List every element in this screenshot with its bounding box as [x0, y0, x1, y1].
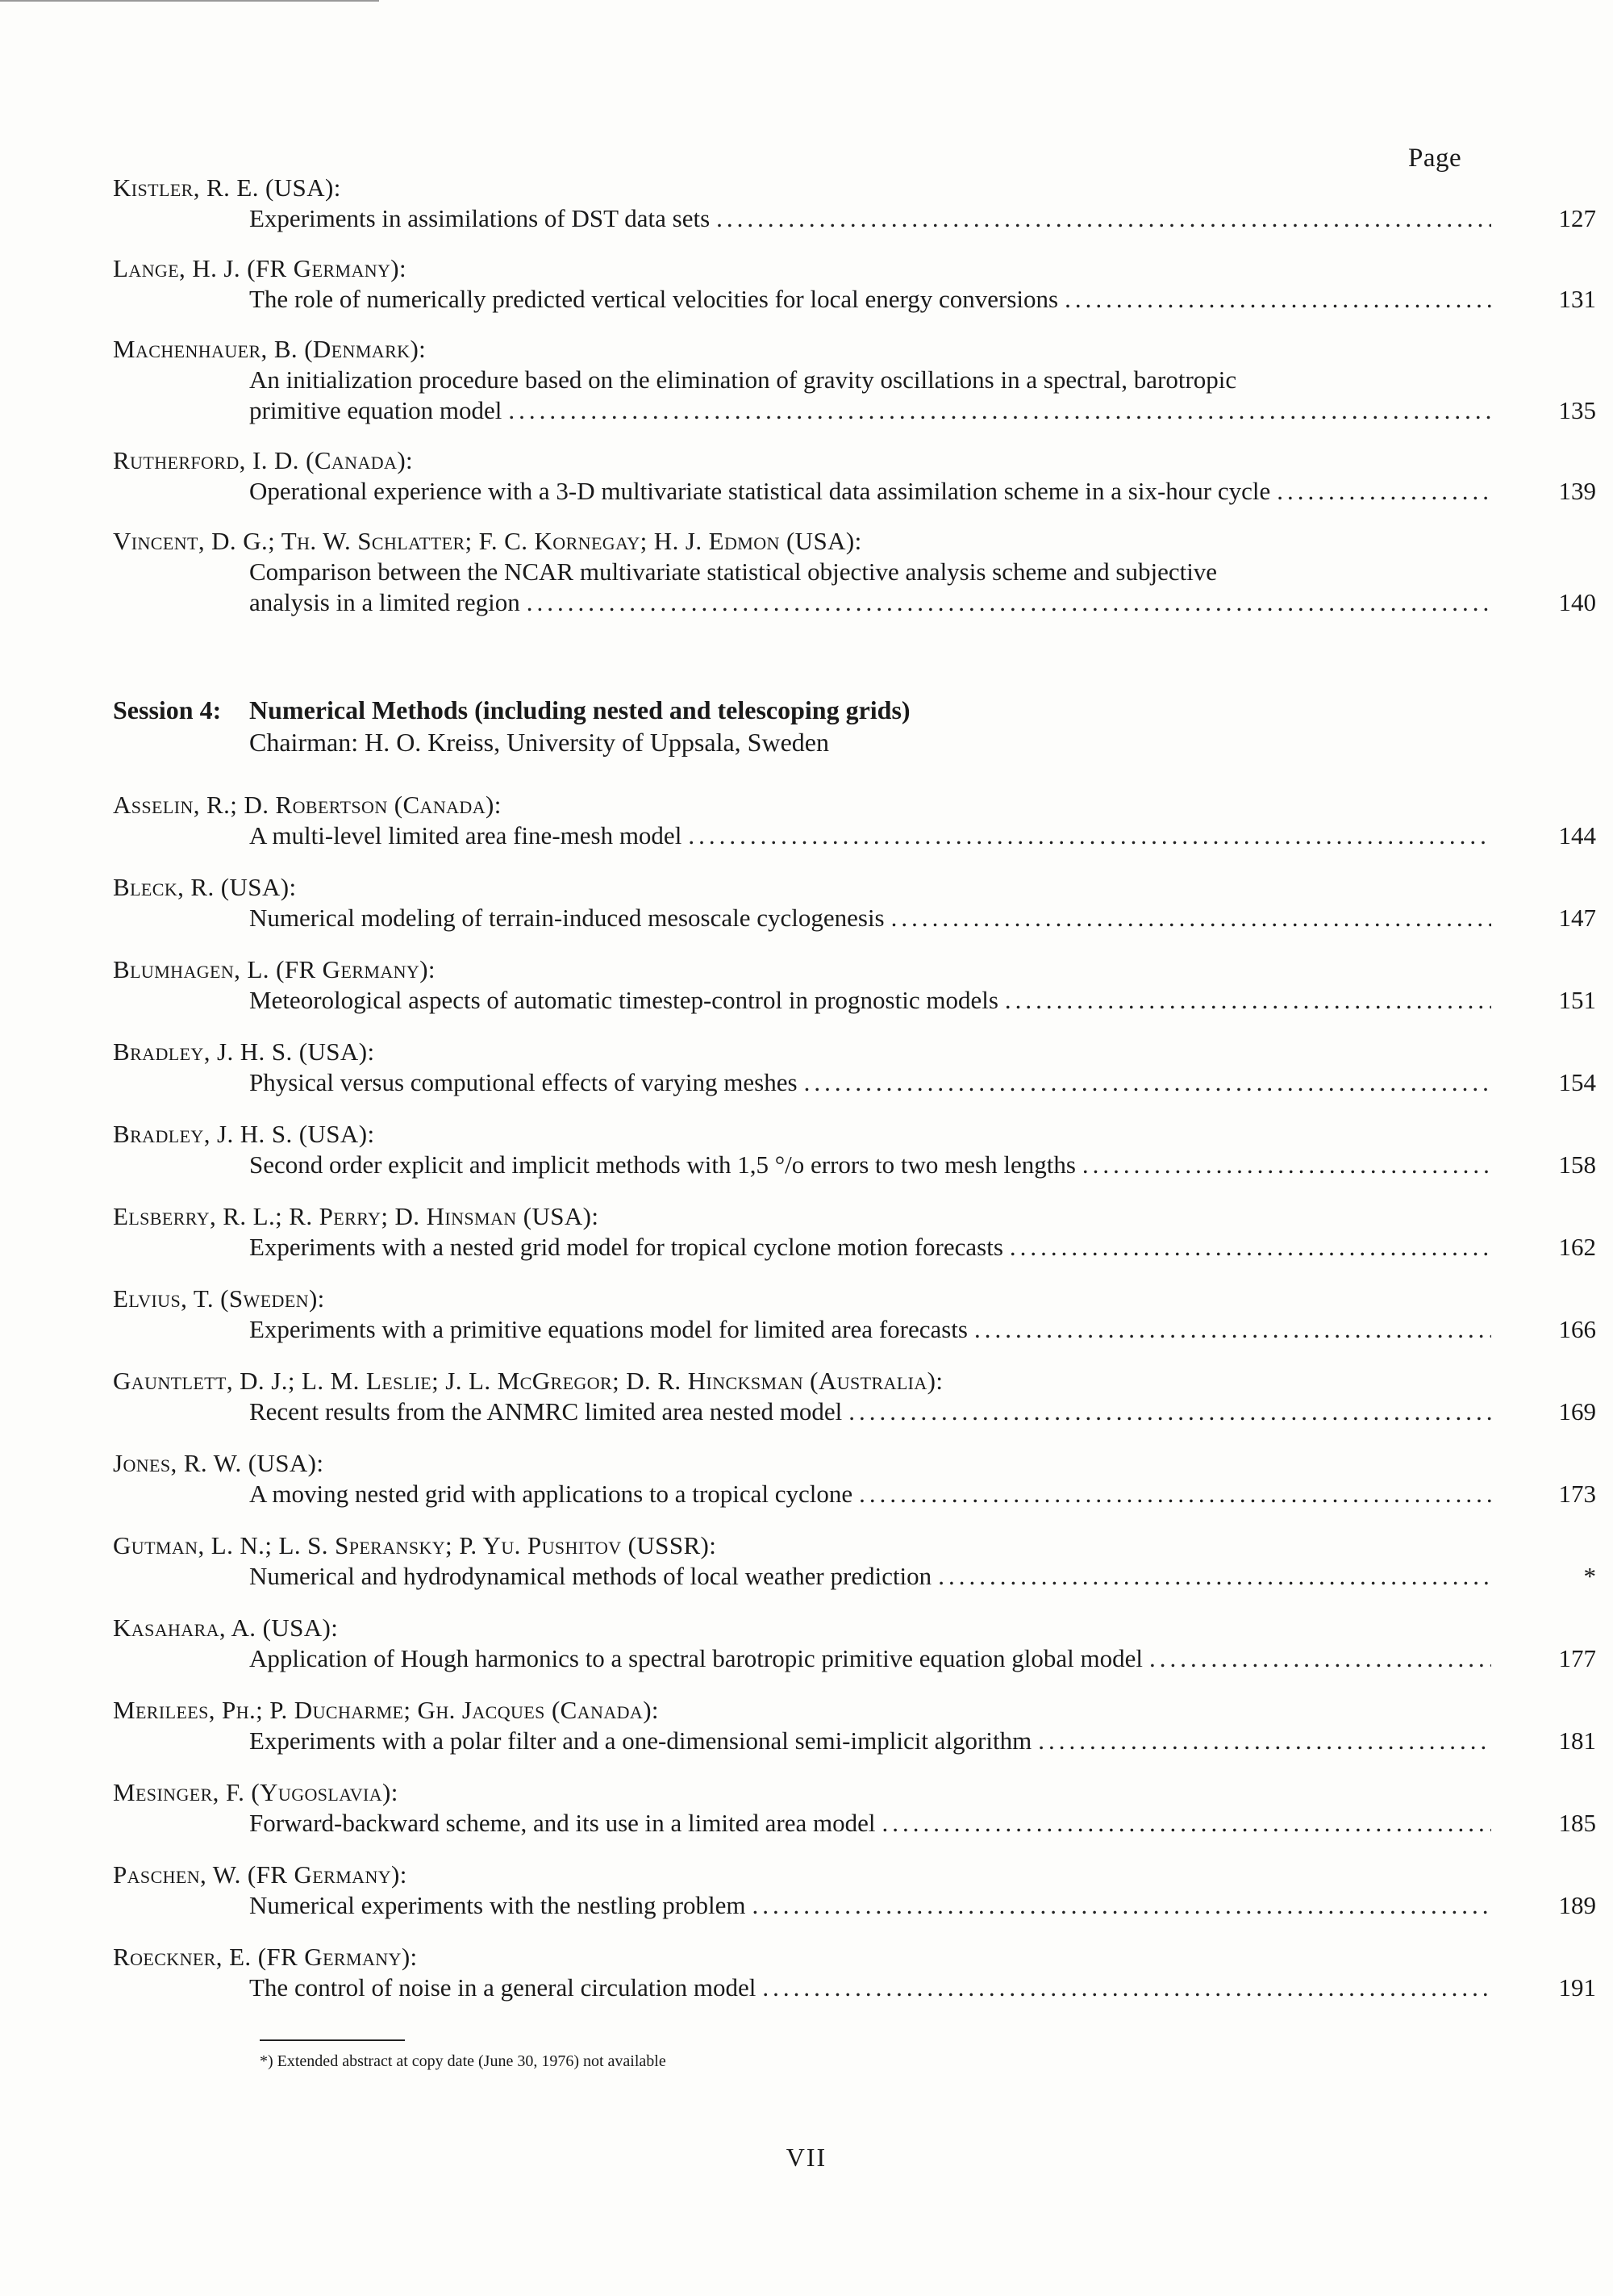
entry-page-number: 181: [1558, 1726, 1596, 1755]
entry-author: Rutherford, I. D. (Canada):: [113, 446, 414, 474]
entry-title-row: [249, 1150, 1596, 1180]
entry-author: Roeckner, E. (FR Germany):: [113, 1943, 418, 1971]
entry-title-row: [249, 1396, 1596, 1427]
entries-session: [113, 790, 1596, 2024]
toc-entry: [113, 1613, 1596, 1674]
dot-leader: [974, 1314, 1491, 1345]
entry-author: Vincent, D. G.; Th. W. Schlatter; F. C. Kornegay; H. J. Edmon (USA):: [113, 527, 862, 555]
entry-page-number: 166: [1558, 1315, 1596, 1343]
dot-leader: [762, 1972, 1491, 2003]
toc-entry: [113, 790, 1596, 851]
session-title: Numerical Methods (including nested and telescoping grids): [249, 695, 911, 724]
entry-page-number: 162: [1558, 1233, 1596, 1261]
dot-leader: [1038, 1726, 1491, 1756]
dot-leader: [891, 903, 1491, 933]
entry-title-row: [249, 1726, 1596, 1756]
entry-title-line: Experiments with a nested grid model for tropical cyclone motion forecasts: [249, 1233, 1003, 1261]
entry-author: Kasahara, A. (USA):: [113, 1613, 339, 1642]
entry-title-row: [249, 985, 1596, 1016]
toc-entry: [113, 1284, 1596, 1345]
toc-entry: [113, 1942, 1596, 2003]
entry-title-line: Comparison between the NCAR multivariate statistical objective analysis scheme and subjective: [249, 557, 1218, 586]
entry-author: Gutman, L. N.; L. S. Speransky; P. Yu. Pushitov (USSR):: [113, 1531, 717, 1559]
dot-leader: [1065, 284, 1491, 315]
entry-author: Jones, R. W. (USA):: [113, 1449, 324, 1477]
dot-leader: [859, 1479, 1491, 1509]
entry-title-row: [249, 1972, 1596, 2003]
entry-title-row: [249, 1067, 1596, 1098]
entry-title-line: An initialization procedure based on the elimination of gravity oscillations in a spectral, barotropic: [249, 365, 1237, 394]
dot-leader: [938, 1561, 1491, 1592]
entry-author: Mesinger, F. (Yugoslavia):: [113, 1778, 398, 1806]
entry-title-row: [249, 1890, 1596, 1921]
entry-title-line: The role of numerically predicted vertical velocities for local energy conversions: [249, 285, 1059, 313]
entries-top: [113, 173, 1596, 637]
entry-title-row: [249, 1643, 1596, 1674]
entry-title-row: [249, 1232, 1596, 1263]
entry-title-line: Second order explicit and implicit methods with 1,5 °/o errors to two mesh lengths: [249, 1150, 1076, 1179]
dot-leader: [508, 395, 1491, 426]
entry-page-number: 135: [1558, 396, 1596, 424]
entry-title-line: Experiments with a polar filter and a one-dimensional semi-implicit algorithm: [249, 1726, 1032, 1755]
entry-title-line: Operational experience with a 3-D multivariate statistical data assimilation scheme in a six-hour cycle: [249, 477, 1271, 505]
toc-entry: [113, 1860, 1596, 1921]
entry-title-row: [249, 1561, 1596, 1592]
dot-leader: [1149, 1643, 1491, 1674]
entry-author: Lange, H. J. (FR Germany):: [113, 254, 407, 282]
dot-leader: [1005, 985, 1491, 1016]
entry-title-line: Numerical modeling of terrain-induced mesoscale cyclogenesis: [249, 904, 885, 932]
toc-entry: [113, 1448, 1596, 1509]
entry-title-line: A multi-level limited area fine-mesh model: [249, 821, 682, 850]
session-label: Session 4:: [113, 695, 222, 724]
entry-title-line: primitive equation model: [249, 396, 502, 424]
entry-title-row: [249, 284, 1596, 315]
dot-leader: [848, 1396, 1491, 1427]
dot-leader: [1277, 476, 1491, 507]
dot-leader: [804, 1067, 1491, 1098]
entry-author: Machenhauer, B. (Denmark):: [113, 335, 427, 363]
entry-page-number: 158: [1558, 1150, 1596, 1179]
footnote: *) Extended abstract at copy date (June 30, 1976) not available: [260, 2052, 666, 2070]
toc-entry: [113, 1366, 1596, 1427]
entry-title-line: Experiments in assimilations of DST data sets: [249, 204, 711, 232]
session-chairman: Chairman: H. O. Kreiss, University of Uppsala, Sweden: [249, 728, 829, 757]
toc-entry: [113, 872, 1596, 933]
entry-title-row: [249, 203, 1596, 234]
dot-leader: [1082, 1150, 1491, 1180]
entry-page-number: 151: [1558, 986, 1596, 1014]
entry-page-number: 127: [1558, 204, 1596, 232]
entry-page-number: 147: [1558, 904, 1596, 932]
entry-page-number: 189: [1558, 1891, 1596, 1919]
entry-author: Merilees, Ph.; P. Ducharme; Gh. Jacques (Canada):: [113, 1696, 659, 1724]
entry-title-row: [249, 1314, 1596, 1345]
entry-page-number: 173: [1558, 1480, 1596, 1508]
toc-entry: [113, 1530, 1596, 1592]
entry-author: Elsberry, R. L.; R. Perry; D. Hinsman (USA):: [113, 1202, 599, 1230]
entry-page-number: 140: [1558, 588, 1596, 616]
entry-title-line: Numerical experiments with the nestling problem: [249, 1891, 746, 1919]
toc-entry: [113, 1201, 1596, 1263]
entry-title-line: Numerical and hydrodynamical methods of local weather prediction: [249, 1562, 932, 1590]
page-column-header: Page: [1408, 144, 1462, 173]
entry-title-row: [249, 1808, 1596, 1839]
session-heading: [113, 694, 911, 758]
entry-author: Kistler, R. E. (USA):: [113, 173, 341, 202]
toc-entry: [113, 1695, 1596, 1756]
entry-title-row: [249, 476, 1596, 507]
toc-entry: [113, 445, 1596, 507]
dot-leader: [527, 587, 1491, 618]
page-folio: VII: [786, 2143, 827, 2172]
entry-page-number: 191: [1558, 1973, 1596, 2002]
entry-page-number: 177: [1558, 1644, 1596, 1672]
entry-author: Gauntlett, D. J.; L. M. Leslie; J. L. McGregor; D. R. Hincksman (Australia):: [113, 1367, 944, 1395]
entry-author: Asselin, R.; D. Robertson (Canada):: [113, 791, 502, 819]
toc-entry: [113, 173, 1596, 234]
entry-page-number: *: [1583, 1562, 1596, 1590]
entry-author: Blumhagen, L. (FR Germany):: [113, 955, 436, 983]
dot-leader: [688, 820, 1491, 851]
top-edge-line: [0, 0, 379, 2]
entry-title-line: analysis in a limited region: [249, 588, 520, 616]
entry-title-row: [249, 1479, 1596, 1509]
dot-leader: [882, 1808, 1491, 1839]
footnote-rule: [260, 2039, 405, 2041]
toc-entry: [113, 334, 1596, 426]
entry-title-line: Experiments with a primitive equations model for limited area forecasts: [249, 1315, 968, 1343]
entry-title-row: [249, 365, 1596, 426]
entry-page-number: 169: [1558, 1397, 1596, 1426]
entry-title-line: Recent results from the ANMRC limited area nested model: [249, 1397, 843, 1426]
dot-leader: [752, 1890, 1491, 1921]
toc-entry: [113, 954, 1596, 1016]
entry-page-number: 144: [1558, 821, 1596, 850]
entry-page-number: 185: [1558, 1809, 1596, 1837]
entry-author: Paschen, W. (FR Germany):: [113, 1860, 407, 1889]
entry-title-row: [249, 903, 1596, 933]
toc-entry: [113, 526, 1596, 618]
entry-author: Bleck, R. (USA):: [113, 873, 297, 901]
entry-page-number: 154: [1558, 1068, 1596, 1096]
entry-title-line: Forward-backward scheme, and its use in a limited area model: [249, 1809, 876, 1837]
toc-entry: [113, 1119, 1596, 1180]
entry-title-line: Physical versus computional effects of varying meshes: [249, 1068, 798, 1096]
dot-leader: [716, 203, 1491, 234]
entry-page-number: 139: [1558, 477, 1596, 505]
entry-title-row: [249, 557, 1596, 618]
entry-title-line: Meteorological aspects of automatic timestep-control in prognostic models: [249, 986, 998, 1014]
toc-entry: [113, 1037, 1596, 1098]
entry-title-row: [249, 820, 1596, 851]
entry-title-line: The control of noise in a general circulation model: [249, 1973, 756, 2002]
entry-page-number: 131: [1558, 285, 1596, 313]
toc-entry: [113, 253, 1596, 315]
entry-title-line: Application of Hough harmonics to a spectral barotropic primitive equation global model: [249, 1644, 1143, 1672]
dot-leader: [1010, 1232, 1491, 1263]
entry-author: Bradley, J. H. S. (USA):: [113, 1120, 375, 1148]
toc-entry: [113, 1777, 1596, 1839]
entry-title-line: A moving nested grid with applications to a tropical cyclone: [249, 1480, 853, 1508]
entry-author: Elvius, T. (Sweden):: [113, 1284, 325, 1313]
entry-author: Bradley, J. H. S. (USA):: [113, 1037, 375, 1066]
